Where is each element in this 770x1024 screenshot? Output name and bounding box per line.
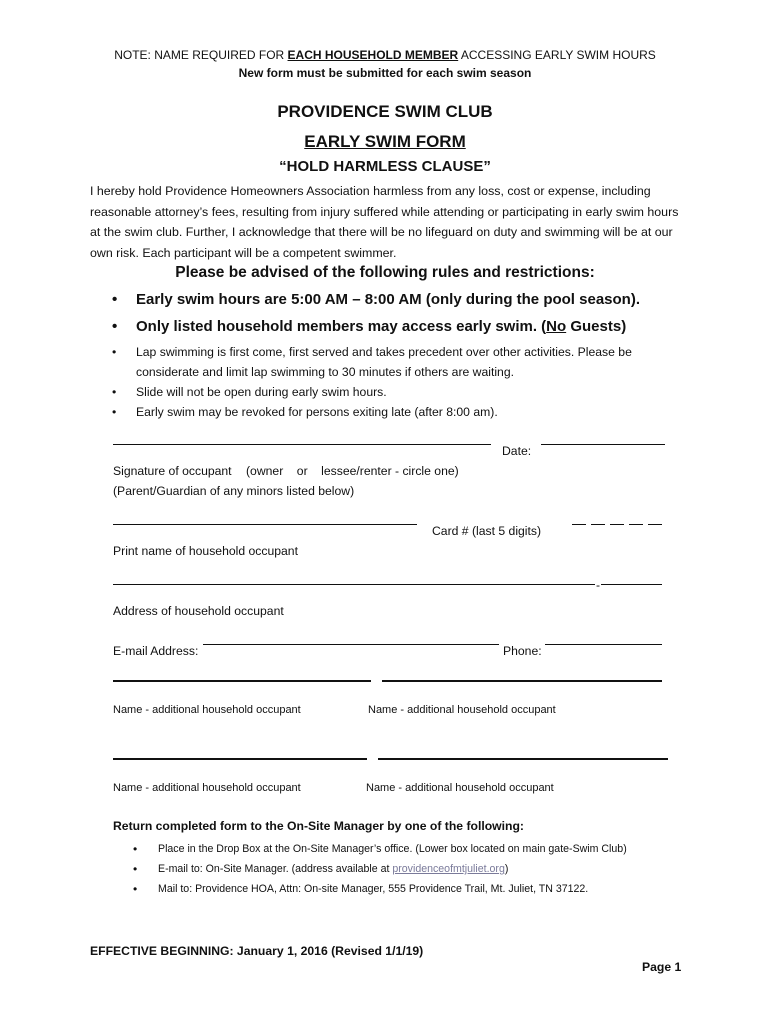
rule-hours: • Early swim hours are 5:00 AM – 8:00 AM (only during the pool season). (112, 289, 640, 316)
rule-no-emphasis: No (546, 318, 567, 335)
signature-label: Signature of occupant (113, 464, 232, 478)
return-mail: • Mail to: Providence HOA, Attn: On-site Manager, 555 Providence Trail, Mt. Juliet, TN 37122. (133, 879, 627, 899)
return-methods-list (133, 839, 627, 899)
note-suffix: ACCESSING EARLY SWIM HOURS (458, 48, 656, 62)
rule-members-text: Only listed household members may access early swim. ( (136, 318, 547, 335)
phone-field[interactable] (545, 644, 662, 645)
email-field[interactable] (203, 644, 499, 645)
rule-members (112, 316, 640, 343)
website-link[interactable]: providenceofmtjuliet.org (392, 863, 505, 875)
note-prefix: NOTE: NAME REQUIRED FOR (114, 48, 288, 62)
minor-rules-list (112, 342, 672, 422)
guardian-label: (Parent/Guardian of any minors listed below) (113, 484, 355, 498)
date-label: Date: (502, 444, 532, 458)
date-field[interactable] (541, 444, 665, 445)
address-field-suffix[interactable] (601, 584, 662, 585)
return-email (133, 859, 627, 879)
signature-field[interactable] (113, 444, 491, 445)
return-heading: Return completed form to the On-Site Manager by one of the following: (113, 819, 524, 833)
print-name-field[interactable] (113, 524, 417, 525)
header-note-line2: New form must be submitted for each swim season (238, 66, 532, 80)
additional-occupant-2-field[interactable] (382, 680, 662, 682)
additional-occupant-3-field[interactable] (113, 758, 367, 760)
card-digit-5[interactable] (648, 524, 662, 525)
note-emphasis: EACH HOUSEHOLD MEMBER (287, 48, 459, 62)
card-digit-1[interactable] (572, 524, 586, 525)
club-title: PROVIDENCE SWIM CLUB (277, 102, 493, 121)
address-separator: - (596, 578, 601, 592)
print-name-label: Print name of household occupant (113, 544, 298, 558)
card-label: Card # (last 5 digits) (432, 524, 542, 538)
additional-occupant-1-field[interactable] (113, 680, 371, 682)
return-email-suffix: ) (504, 863, 509, 875)
owner-lessee-label: (owner or lessee/renter - circle one) (246, 464, 459, 478)
clause-title: “HOLD HARMLESS CLAUSE” (279, 158, 491, 175)
card-digit-4[interactable] (629, 524, 643, 525)
additional-occupant-1-label: Name - additional household occupant (113, 704, 301, 716)
address-field[interactable] (113, 584, 595, 585)
additional-occupant-2-label: Name - additional household occupant (368, 704, 556, 716)
address-label: Address of household occupant (113, 604, 284, 618)
card-digit-3[interactable] (610, 524, 624, 525)
return-drop-box: • Place in the Drop Box at the On-Site Manager’s office. (Lower box located on main gate-Swim Club) (133, 839, 627, 859)
phone-label: Phone: (503, 644, 542, 658)
rules-heading: Please be advised of the following rules and restrictions: (175, 264, 595, 281)
rule-lap-swimming: • Lap swimming is first come, first served and takes precedent over other activities. Please be considerate and limit lap swimming to 30 minutes if others are waiting. (112, 342, 672, 382)
rule-guests-text: Guests) (566, 318, 627, 335)
rule-slide: • Slide will not be open during early swim hours. (112, 382, 672, 402)
page-number: Page 1 (642, 960, 682, 974)
main-rules-list (112, 289, 640, 343)
form-title: EARLY SWIM FORM (304, 132, 466, 151)
additional-occupant-4-label: Name - additional household occupant (366, 782, 554, 794)
clause-paragraph: I hereby hold Providence Homeowners Association harmless from any loss, cost or expense, including reasonable attorney’s fees, resulting from injury suffered while attending or participating in early swim hours at the swim club. Further, I acknowledge that there will be no lifeguard on duty and swimming will be at our own risk. Each participant will be a competent swimmer. (90, 184, 679, 260)
return-email-text: E-mail to: On-Site Manager. (address available at (158, 863, 393, 875)
effective-date: EFFECTIVE BEGINNING: January 1, 2016 (Revised 1/1/19) (90, 944, 424, 958)
rule-revoked: • Early swim may be revoked for persons exiting late (after 8:00 am). (112, 402, 672, 422)
email-label: E-mail Address: (113, 644, 199, 658)
additional-occupant-3-label: Name - additional household occupant (113, 782, 301, 794)
header-note (0, 48, 770, 62)
additional-occupant-4-field[interactable] (378, 758, 668, 760)
card-digit-2[interactable] (591, 524, 605, 525)
